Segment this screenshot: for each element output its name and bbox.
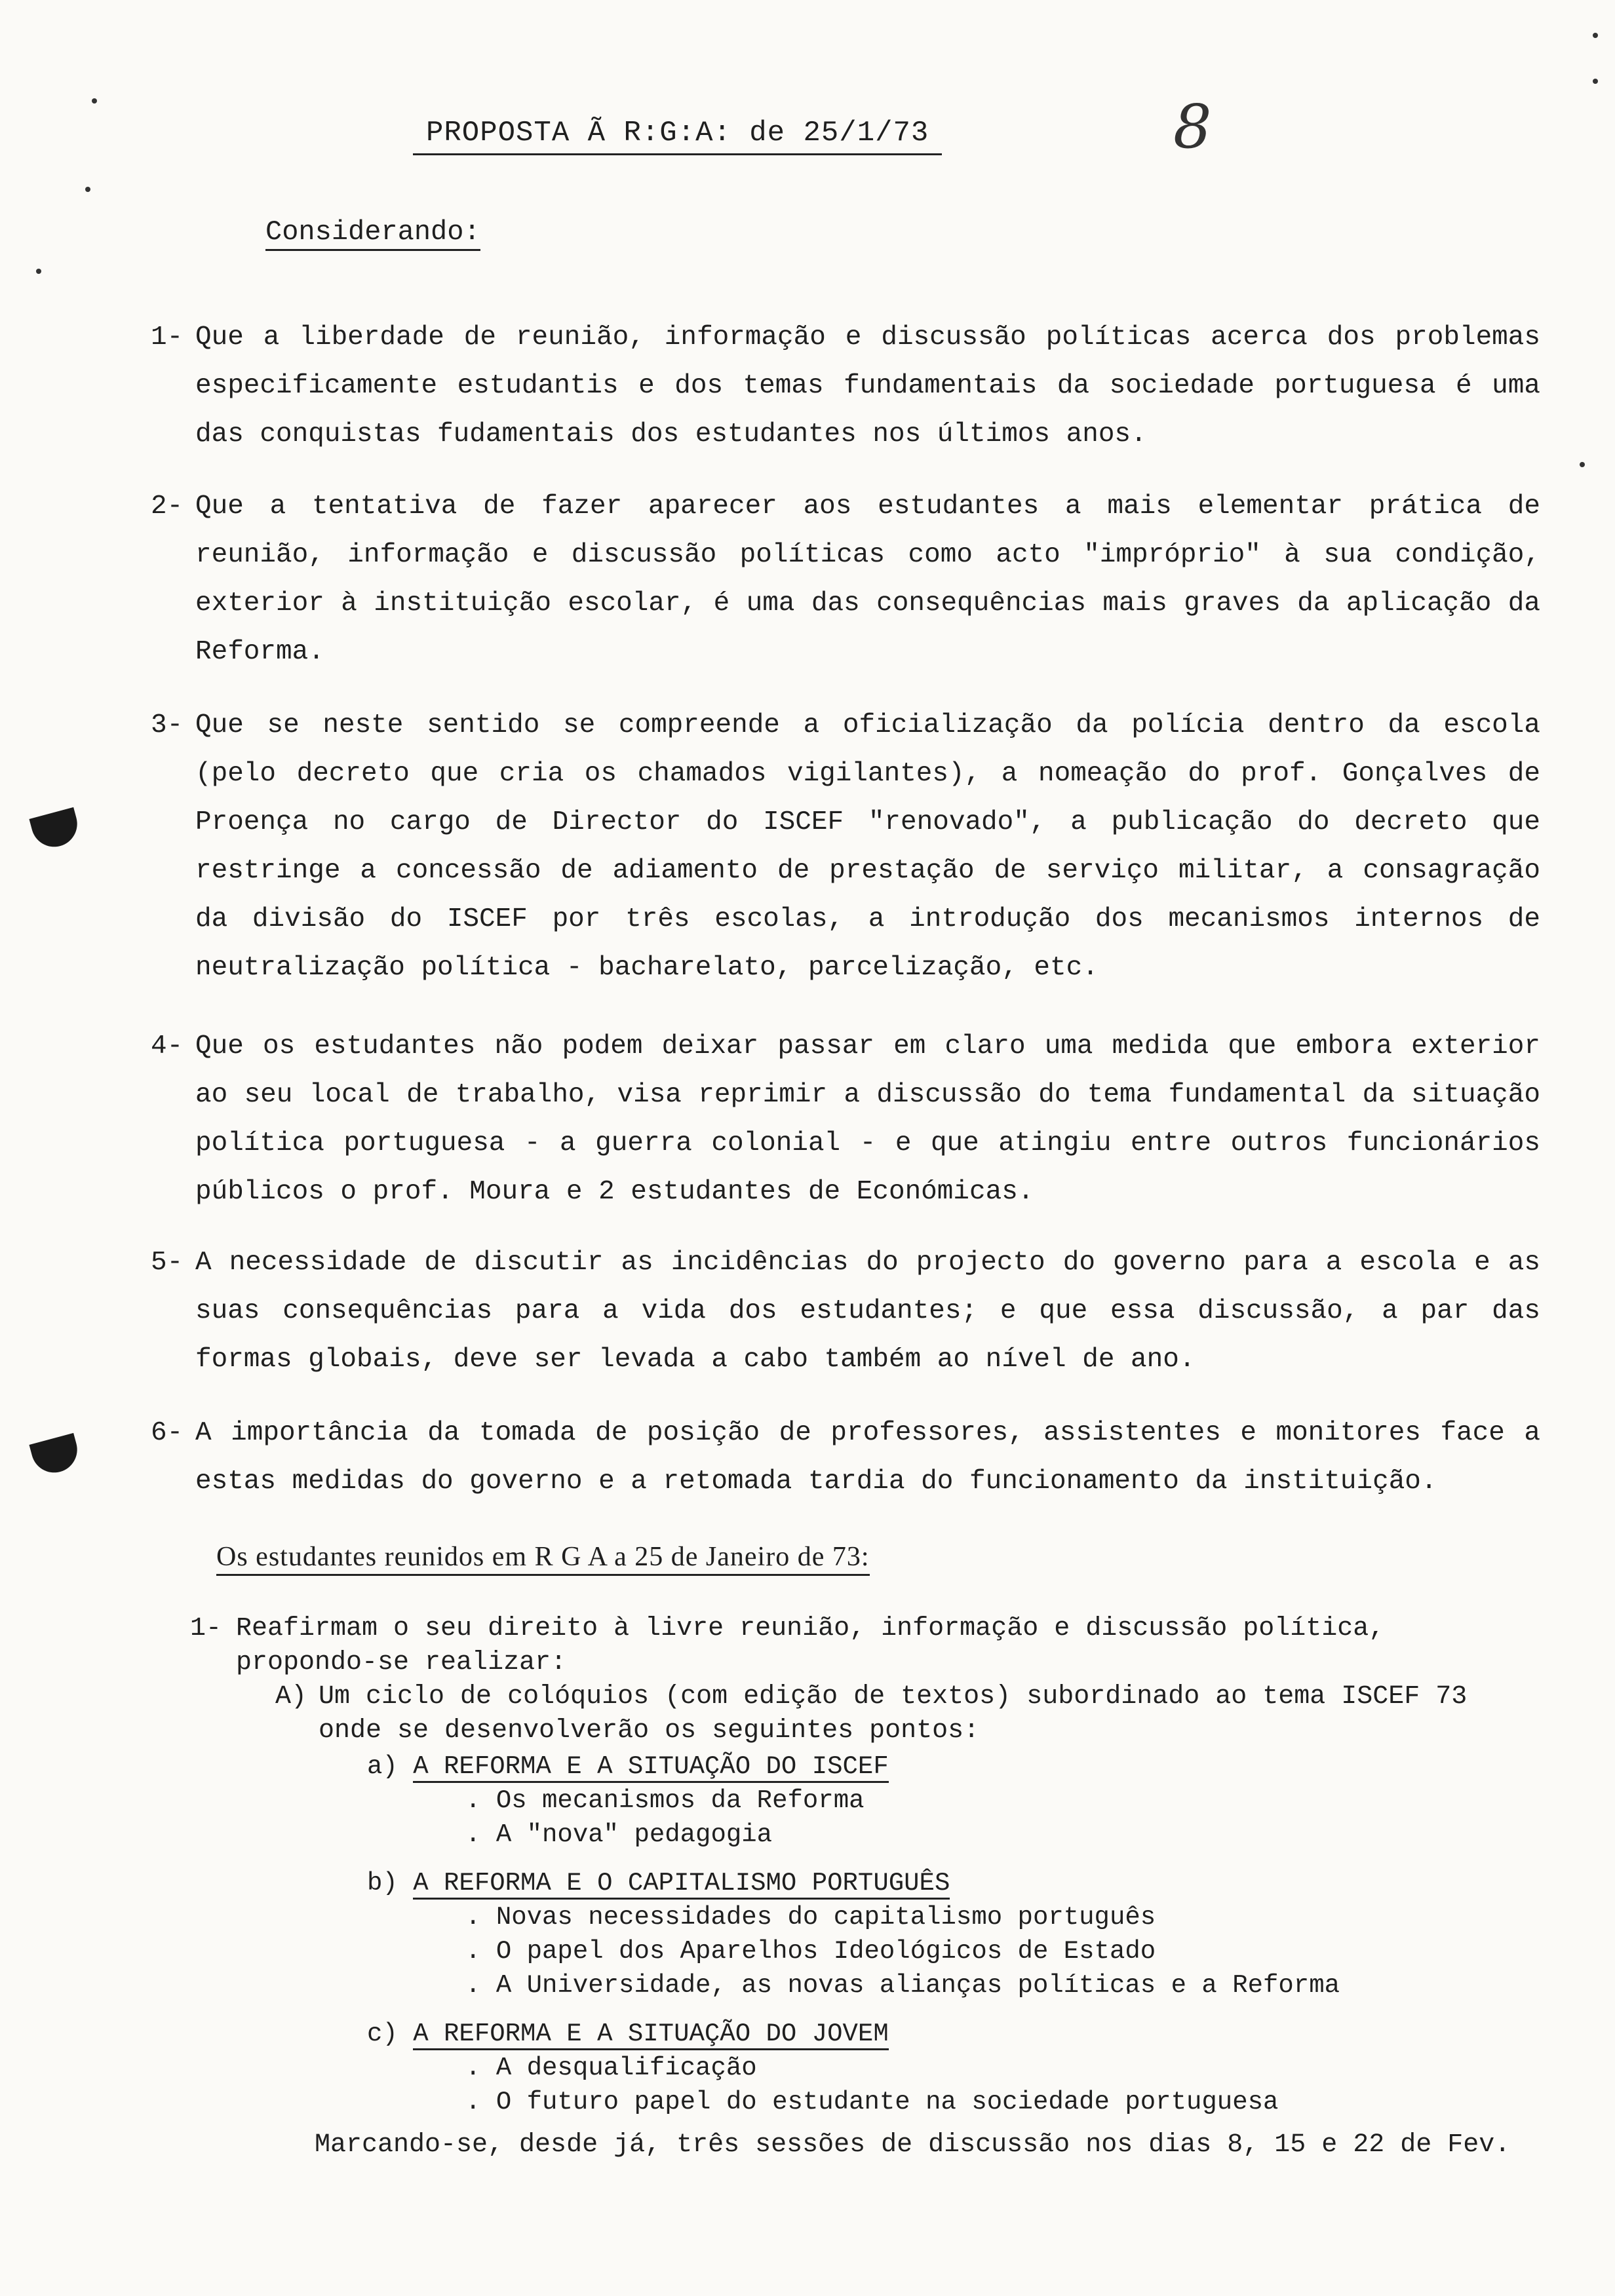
point-6 [151,1409,1540,1506]
point-4 [151,1022,1540,1216]
point-2 [151,482,1540,676]
topic-item: O papel dos Aparelhos Ideológicos de Estado [496,1937,1156,1966]
point-3 [151,701,1540,992]
point-number: 4- [151,1031,184,1062]
point-text: A importância da tomada de posição de professores, assistentes e monitores face a estas medidas do governo e a retomada tardia do funcionamento da instituição. [195,1418,1540,1497]
scan-speck [92,98,97,104]
proposal-a [275,1680,1534,1748]
point-text: Que a tentativa de fazer aparecer aos estudantes a mais elementar prática de reunião, informação e discussão políticas como acto "impróprio" à sua condição, exterior à instituição escolar, é uma das consequências mais graves da aplicação da Reforma. [195,491,1540,667]
point-number: 2- [151,491,184,522]
point-text: Que os estudantes não podem deixar passar em claro uma medida que embora exterior ao seu local de trabalho, visa reprimir a discussão do tema fundamental da situação política portuguesa - a guerra colonial - e que atingiu entre outros funcionários públicos o prof. Moura e 2 estudantes de Económicas. [195,1031,1540,1207]
point-text: A necessidade de discutir as incidências do projecto do governo para a escola e as suas consequências para a vida dos estudantes; e que essa discussão, a par das formas globais, deve ser levada a cabo também ao nível de ano. [195,1248,1540,1375]
punch-hole-mark [29,1433,82,1478]
considerando-label: Considerando: [265,216,480,251]
proposal-1 [190,1612,1534,2162]
topic-item: O futuro papel do estudante na sociedade portuguesa [496,2088,1279,2116]
topic-letter: c) [367,2019,398,2048]
scan-speck [1593,79,1598,84]
closing-note: Marcando-se, desde já, três sessões de discussão nos dias 8, 15 e 22 de Fev. [315,2130,1511,2160]
topic-item: Os mecanismos da Reforma [496,1786,865,1815]
section-heading: Os estudantes reunidos em R G A a 25 de Janeiro de 73: [216,1541,870,1576]
topic-item: A "nova" pedagogia [496,1820,773,1849]
topic-item: A Universidade, as novas alianças políticas e a Reforma [496,1971,1340,2000]
topic-letter: b) [367,1869,398,1898]
scan-speck [1593,33,1598,38]
proposal-a-text: Um ciclo de colóquios (com edição de textos) subordinado ao tema ISCEF 73 onde se desenvolverão os seguintes pontos: [319,1682,1468,1746]
topic-title: A REFORMA E O CAPITALISMO PORTUGUÊS [413,1869,950,1900]
point-number: 1- [151,322,184,353]
document-title: PROPOSTA Ã R:G:A: de 25/1/73 [413,117,942,155]
point-5 [151,1238,1540,1384]
topic-letter: a) [367,1752,398,1781]
scan-speck [36,269,41,274]
topic-c: c) A REFORMA E A SITUAÇÃO DO JOVEM . A desqualificação . O futuro papel do estudante na sociedade portuguesa [367,2019,1279,2116]
point-number: 5- [151,1248,184,1278]
proposal-a-label: A) [275,1682,307,1712]
point-text: Que a liberdade de reunião, informação e discussão políticas acerca dos problemas especificamente estudantis e dos temas fundamentais da sociedade portuguesa é uma das conquistas fudamentais dos estudantes nos últimos anos. [195,322,1540,450]
point-number: 3- [151,710,184,740]
topic-a: a) A REFORMA E A SITUAÇÃO DO ISCEF . Os mecanismos da Reforma . A "nova" pedagogia [367,1752,889,1849]
point-1 [151,313,1540,459]
topic-item: Novas necessidades do capitalismo português [496,1903,1156,1932]
topic-title: A REFORMA E A SITUAÇÃO DO ISCEF [413,1752,889,1783]
topic-b: b) A REFORMA E O CAPITALISMO PORTUGUÊS . Novas necessidades do capitalismo português . O papel dos Aparelhos Ideológicos de Estado . A Universidade, as novas alianças políticas e a Reforma [367,1869,1340,2000]
punch-hole-mark [29,807,82,852]
proposal-intro: Reafirmam o seu direito à livre reunião, informação e discussão política, propondo-se realizar: [236,1614,1385,1677]
topic-item: A desqualificação [496,2054,757,2082]
proposal-number: 1- [190,1614,222,1643]
scan-speck [1580,462,1585,467]
scan-speck [85,187,90,192]
point-text: Que se neste sentido se compreende a oficialização da polícia dentro da escola (pelo decreto que cria os chamados vigilantes), a nomeação do prof. Gonçalves de Proença no cargo de Director do ISCEF "renovado", a publicação do decreto que restringe a concessão de adiamento de prestação de serviço militar, a consagração da divisão do ISCEF por três escolas, a introdução dos mecanismos internos de neutralização política - bacharelato, parcelização, etc. [195,710,1540,983]
point-number: 6- [151,1418,184,1448]
handwritten-mark: 8 [1173,92,1212,162]
topic-title: A REFORMA E A SITUAÇÃO DO JOVEM [413,2019,889,2050]
